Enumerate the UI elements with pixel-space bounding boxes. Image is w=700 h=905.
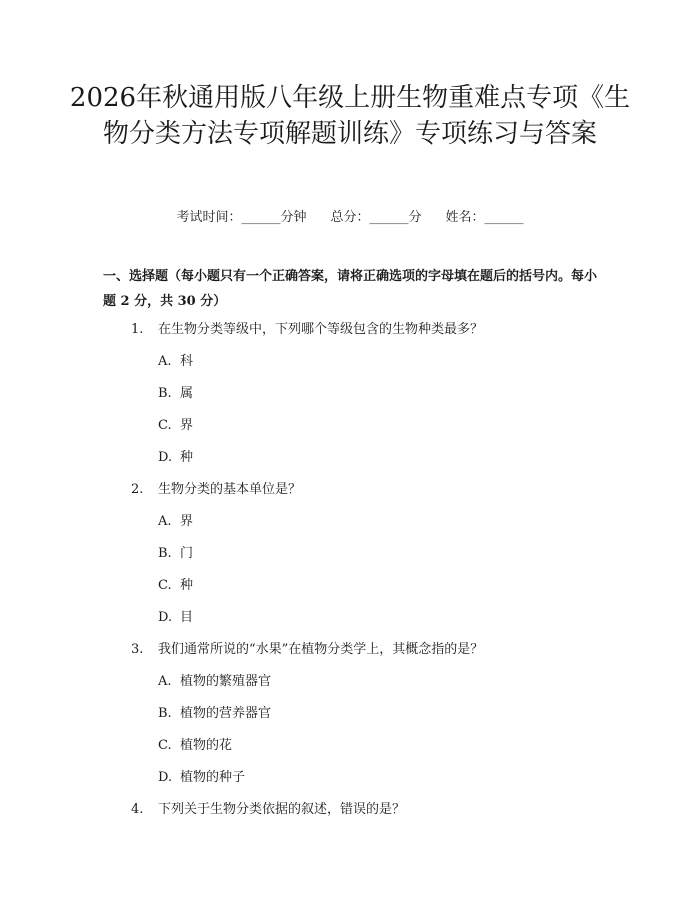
total-score-field: 总分：______分 [330,210,422,225]
question-4 [131,798,405,817]
question-number: 4. [131,802,144,817]
question-2-option-c [158,574,193,593]
option-text: 科 [180,354,194,369]
option-text: 植物的花 [180,738,233,753]
option-letter: C. [158,578,172,593]
option-letter: D. [158,450,173,465]
question-2-option-a [158,510,193,529]
option-letter: A. [158,354,172,369]
question-text: 下列关于生物分类依据的叙述，错误的是？ [158,802,406,817]
option-text: 界 [180,418,194,433]
question-3-option-d [158,766,245,785]
option-letter: A. [158,514,172,529]
option-text: 目 [180,610,194,625]
option-letter: C. [158,738,172,753]
option-text: 植物的繁殖器官 [180,674,272,689]
question-3 [131,638,483,657]
question-2-option-b [158,542,193,561]
question-1-option-b [158,382,193,401]
question-text: 我们通常所说的“水果”在植物分类学上，其概念指的是？ [158,642,484,657]
section-heading-multiple-choice: 一、选择题（每小题只有一个正确答案，请将正确选项的字母填在题后的括号内。每小题 2 分，共 30 分） [103,269,598,309]
question-text: 生物分类的基本单位是？ [158,482,302,497]
option-letter: B. [158,386,172,401]
exam-time-field: 考试时间：______分钟 [176,210,307,225]
option-text: 界 [180,514,194,529]
question-number: 1. [131,322,144,337]
question-3-option-b [158,702,271,721]
option-letter: B. [158,546,172,561]
student-name-field: 姓名：______ [445,210,524,225]
question-2 [131,478,301,497]
question-1-option-d [158,446,193,465]
option-letter: D. [158,610,173,625]
option-letter: D. [158,770,173,785]
question-text: 在生物分类等级中，下列哪个等级包含的生物种类最多？ [158,322,484,337]
question-number: 2. [131,482,144,497]
question-3-option-c [158,734,232,753]
question-2-option-d [158,606,193,625]
document-title: 2026年秋通用版八年级上册生物重难点专项《生物分类方法专项解题训练》专项练习与答案 [69,83,631,149]
option-letter: A. [158,674,172,689]
question-3-option-a [158,670,271,689]
option-text: 种 [180,450,194,465]
option-text: 门 [180,546,194,561]
exam-info-line [0,206,700,225]
question-1-option-a [158,350,193,369]
question-1-option-c [158,414,193,433]
option-text: 种 [180,578,194,593]
option-letter: B. [158,706,172,721]
question-1 [131,318,483,337]
question-number: 3. [131,642,144,657]
option-letter: C. [158,418,172,433]
option-text: 植物的营养器官 [180,706,272,721]
option-text: 植物的种子 [180,770,246,785]
option-text: 属 [180,386,194,401]
